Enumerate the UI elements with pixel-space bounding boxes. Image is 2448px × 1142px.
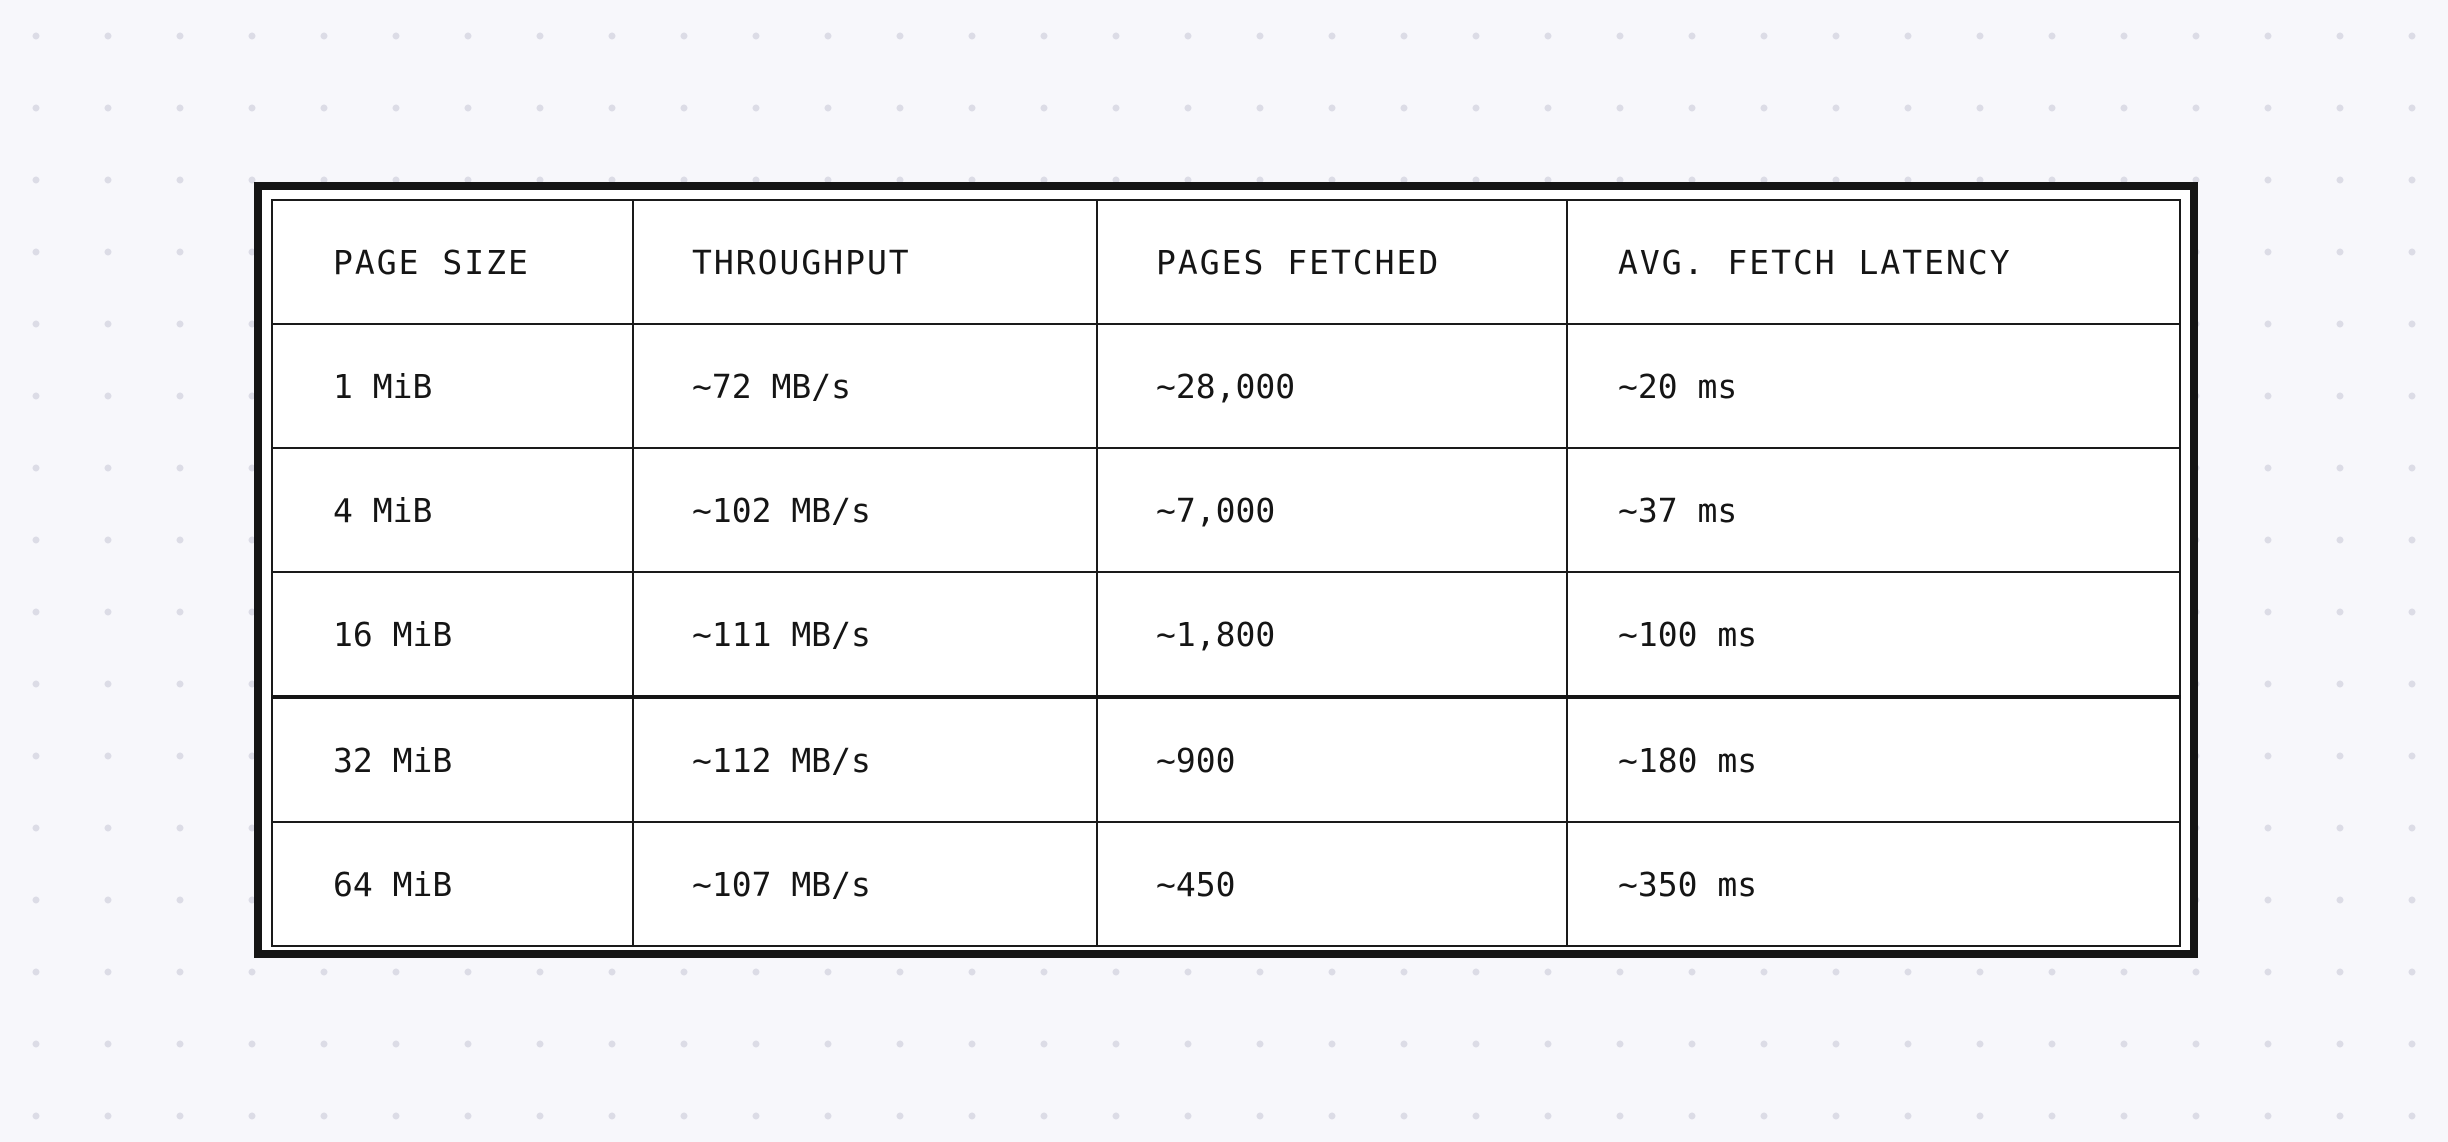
cell-throughput: ~102 MB/s: [633, 448, 1097, 572]
table-row: [272, 324, 2180, 448]
table-header-row: [272, 200, 2180, 324]
cell-throughput: ~112 MB/s: [633, 697, 1097, 822]
cell-throughput: ~107 MB/s: [633, 822, 1097, 946]
cell-avg-fetch-latency: ~180 ms: [1567, 697, 2180, 822]
table-row: [272, 697, 2180, 822]
cell-avg-fetch-latency: ~350 ms: [1567, 822, 2180, 946]
cell-pages-fetched: ~28,000: [1097, 324, 1567, 448]
header-throughput: THROUGHPUT: [633, 200, 1097, 324]
table-frame: [254, 182, 2198, 958]
header-page-size: PAGE SIZE: [272, 200, 633, 324]
cell-throughput: ~111 MB/s: [633, 572, 1097, 697]
table-row: [272, 572, 2180, 697]
cell-pages-fetched: ~1,800: [1097, 572, 1567, 697]
benchmark-table: [271, 199, 2181, 947]
cell-avg-fetch-latency: ~37 ms: [1567, 448, 2180, 572]
cell-page-size: 1 MiB: [272, 324, 633, 448]
cell-throughput: ~72 MB/s: [633, 324, 1097, 448]
table-row: [272, 448, 2180, 572]
header-pages-fetched: PAGES FETCHED: [1097, 200, 1567, 324]
cell-pages-fetched: ~900: [1097, 697, 1567, 822]
cell-page-size: 32 MiB: [272, 697, 633, 822]
header-avg-fetch-latency: AVG. FETCH LATENCY: [1567, 200, 2180, 324]
cell-pages-fetched: ~450: [1097, 822, 1567, 946]
cell-page-size: 4 MiB: [272, 448, 633, 572]
cell-pages-fetched: ~7,000: [1097, 448, 1567, 572]
cell-page-size: 64 MiB: [272, 822, 633, 946]
cell-avg-fetch-latency: ~20 ms: [1567, 324, 2180, 448]
cell-avg-fetch-latency: ~100 ms: [1567, 572, 2180, 697]
cell-page-size: 16 MiB: [272, 572, 633, 697]
table-row: [272, 822, 2180, 946]
